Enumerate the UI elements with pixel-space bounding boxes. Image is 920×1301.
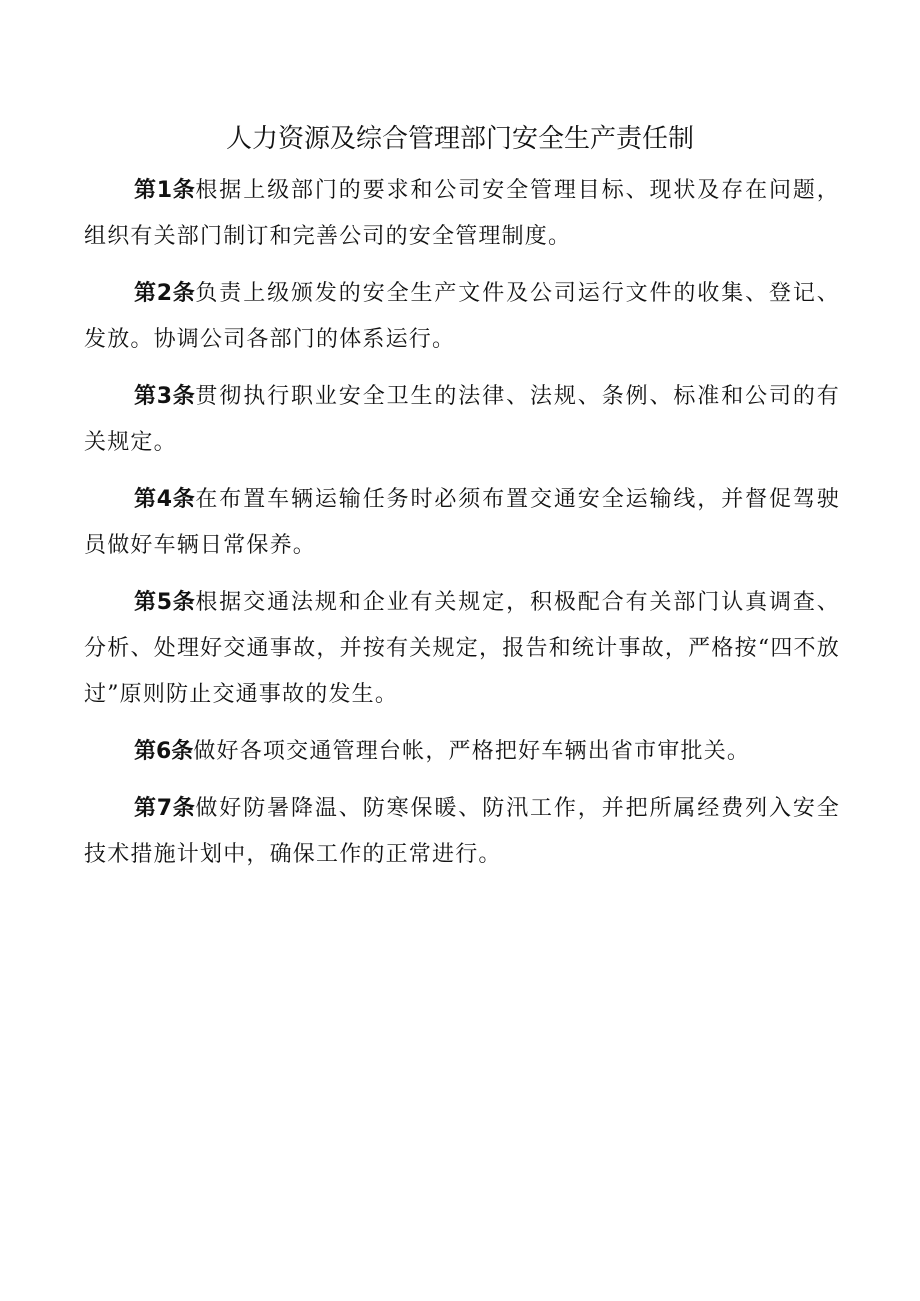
article-list — [84, 168, 840, 889]
article-5 — [84, 580, 840, 718]
article-text: 做好防暑降温、防寒保暖、防汛工作，并把所属经费列入安全技术措施计划中，确保工作的正常进行。 — [84, 796, 840, 867]
article-2 — [84, 271, 840, 363]
article-label: 第6条 — [134, 739, 194, 764]
document-title: 人力资源及综合管理部门安全生产责任制 — [225, 124, 694, 154]
article-3 — [84, 374, 840, 466]
article-label: 第5条 — [134, 590, 196, 615]
article-text: 做好各项交通管理台帐，严格把好车辆出省市审批关。 — [193, 739, 751, 764]
article-7 — [84, 786, 840, 878]
article-6 — [84, 729, 840, 775]
article-text: 在布置车辆运输任务时必须布置交通安全运输线，并督促驾驶员做好车辆日常保养。 — [84, 487, 840, 558]
article-label: 第7条 — [134, 796, 196, 821]
article-text: 根据上级部门的要求和公司安全管理目标、现状及存在问题，组织有关部门制订和完善公司的安全管理制度。 — [84, 178, 840, 249]
article-1 — [84, 168, 840, 260]
article-label: 第3条 — [134, 384, 196, 409]
article-text: 负责上级颁发的安全生产文件及公司运行文件的收集、登记、发放。协调公司各部门的体系运行。 — [84, 281, 840, 352]
article-4 — [84, 477, 840, 569]
article-label: 第4条 — [134, 487, 196, 512]
article-label: 第2条 — [134, 281, 196, 306]
article-text: 根据交通法规和企业有关规定，积极配合有关部门认真调查、分析、处理好交通事故，并按有关规定，报告和统计事故，严格按“四不放过”原则防止交通事故的发生。 — [84, 590, 840, 707]
article-text: 贯彻执行职业安全卫生的法律、法规、条例、标准和公司的有关规定。 — [84, 384, 840, 455]
article-label: 第1条 — [134, 178, 196, 203]
